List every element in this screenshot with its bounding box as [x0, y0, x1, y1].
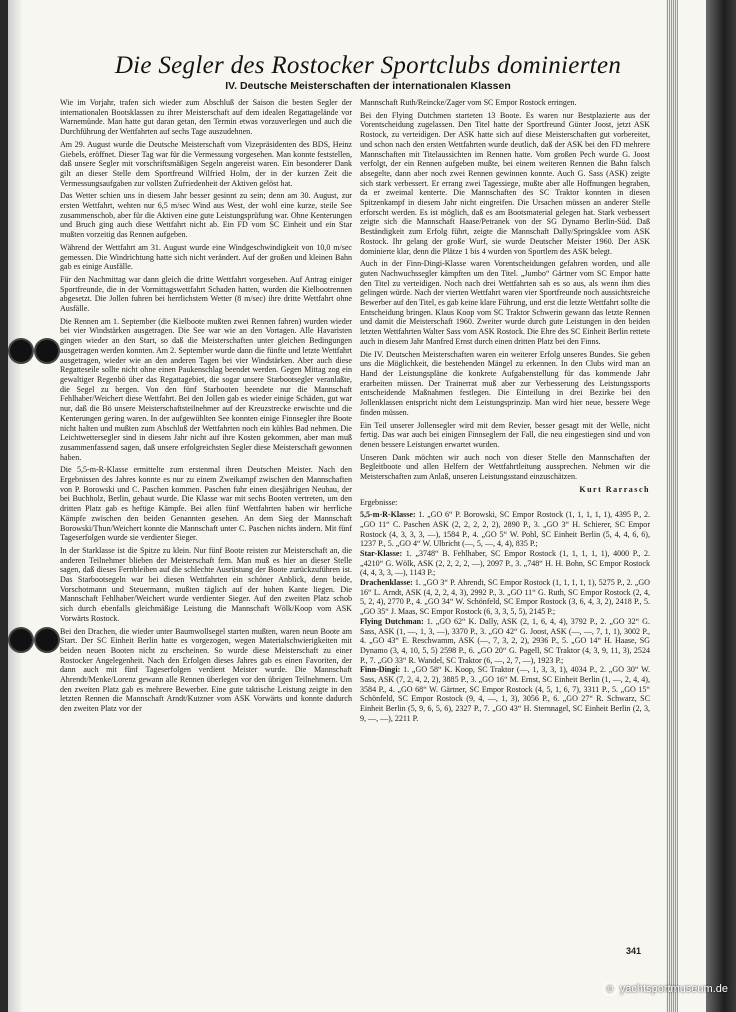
- binder-hole-icon: [34, 627, 60, 653]
- magazine-page: [8, 0, 708, 1012]
- paragraph: Unseren Dank möchten wir auch noch von dieser Stelle den Mannschaften der Begleitboote und allen Helfern der Wettfahrtleitung aussprechen. Nehmen wir die Meisterschaften zum Anlaß, unseren Leistungsstand einzuschätzen.: [360, 452, 650, 482]
- page-number: 341: [626, 946, 642, 956]
- book-spine: [706, 0, 736, 1012]
- result-text: 1. „GO 58“ K. Koop, SC Traktor (—, 1, 3, 3, 1), 4034 P., 2. „GO 30“ W. Sass, ASK (7, 2, 4, 2, 2), 3885 P., 3. „GO 16“ M. Ernst, SC Einheit Berlin (1, —, 2, 4, 4), 3584 P., 4. „GO 68“ W. Gärtner, SC Empor Rostock (4, 5, 1, 6, 7), 3311 P., 5. „GO 15“ Schönfeld, SC Empor Rostock (9, 4, —, 1, 3), 3056 P., 6. „GO 27“ R. Schwarz, SC Einheit Berlin (5, 9, 6, 5, 6), 2327 P., 7. „GO 43“ H. Sternnagel, SC Einheit Berlin (2, 3, 9, —, —), 2211 P.: [360, 665, 650, 723]
- author-signature: Kurt Rarrasch: [579, 484, 650, 494]
- article-column-left: [60, 98, 352, 908]
- result-class-name: Flying Dutchman:: [360, 616, 424, 626]
- result-entry: [360, 665, 650, 723]
- article-title: Die Segler des Rostocker Sportclubs dominierten: [114, 52, 622, 79]
- result-class-name: Finn-Dingi:: [360, 665, 401, 675]
- right-column-paragraphs: [360, 98, 650, 482]
- results-heading: Ergebnisse:: [360, 498, 398, 508]
- page-edge-lines: [666, 0, 678, 1012]
- result-entry: [360, 510, 650, 549]
- binder-hole-icon: [34, 338, 60, 364]
- paragraph: Bei den Flying Dutchmen starteten 13 Boote. Es waren nur Bestplazierte aus der Vorentscheidung zugelassen. Den Titel hatte der Sportfreund Günter Joost, jetzt ASK Rostock, zu verteidigen. Der ASK hatte sich auf diese Meisterschaften gut vorbereitet, und schon nach den ersten Wettfahrten wurde deutlich, daß der ASK bei den FD mehrere Mannschaften mit Titelaussichten im Rennen hatte. Vom großen Pech wurde G. Joost verfolgt, der ein Rennen aufgeben mußte, bei einem weiteren Rennen die Bahn falsch absegelte, dann aber noch zwei Rennen gewinnen konnte. Auch G. Sass (ASK) zeigte sich stark verbessert. Er errang zwei Tagessiege, mußte aber alle Hoffnungen begraben, da er zweimal kenterte. Die Mannschaften des SC Traktor konnten in diesen Spitzenkampf in diesem Jahr nicht eingreifen. Die Ursachen müssen an anderer Stelle erforscht werden. Es ist möglich, daß es am Bootsmaterial gelegen hat. Stark verbessert zeigte sich die Mannschaft Haase/Petranek von der SG Dynamo Berlin-Süd. Daß Beständigkeit zum Erfolg führt, zeigte die Mannschaft Dally/Springsklee vom ASK Rostock. Ihr gelang der große Wurf, sie wurde Deutscher Meister 1960. Der ASK dominierte klar, denn die Plätze 1 bis 4 wurden von Sportlern des ASK belegt.: [360, 110, 650, 256]
- paragraph: Ein Teil unserer Jollensegler wird mit dem Revier, besser gesagt mit der Welle, nicht fertig. Das war auch bei einigen Finnseglern der Fall, die neu eingestiegen sind und von denen bessere Leistungen erwartet wurden.: [360, 420, 650, 449]
- paragraph: Bei den Drachen, die wieder unter Baumwollsegel starten mußten, waren neun Boote am Start. Der SC Einheit Berlin hatte es vorgezogen, wegen Materialschwierigkeiten mit beiden neuen Booten nicht zu erscheinen. So wurde diese Meisterschaft zu einer Rostocker Angelegenheit. Nach den Erfolgen dieses Jahres gab es einen Favoriten, der dann auch mit fünf Tageserfolgen verdient Meister wurde. Die Mannschaft Ahrendt/Menke/Lorenz gewann alle Rennen überlegen vor den übrigen Teilnehmern. Um den zweiten Platz gab es mehrere Bewerber. Eine gute taktische Leistung zeigte in den letzten Rennen die Mannschaft Arndt/Kutzner vom ASK Vorwärts und konnte dadurch den zweiten Platz vor der: [60, 626, 352, 714]
- result-class-name: 5,5-m-R-Klasse:: [360, 510, 416, 520]
- result-class-name: Star-Klasse:: [360, 548, 403, 558]
- result-entry: [360, 617, 650, 666]
- binder-hole-icon: [8, 338, 34, 364]
- paragraph: In der Starklasse ist die Spitze zu klein. Nur fünf Boote reisten zur Meisterschaft an, die anderen Teilnehmer blieben der Meisterschaft fern. Man muß es hier an dieser Stelle sagen, daß dieses Fernbleiben auf die schlechte Ausrüstung der Boote zurückzuführen ist. Das Starbootsegeln war bei diesen Wettfahrten ein schöner Anblick, denn beide, Vorschotmann und Steuermann, mußten täglich auf der hohen Kante liegen. Die Mannschaft Fehlhaber/Weichert wurde verdienter Sieger. Auf den zweiten Platz schob sich durch ebenfalls gleichmäßige Leistung die Mannschaft Wölk/Koop vom ASK Vorwärts Rostock.: [60, 545, 352, 623]
- watermark-text: yachtsportmuseum.de: [619, 982, 728, 995]
- binder-hole-icon: [8, 627, 34, 653]
- copyright-icon: ©: [603, 982, 617, 996]
- result-text: 1. „GO 6“ P. Borowski, SC Empor Rostock (1, 1, 1, 1, 1), 4395 P., 2. „GO 11“ C. Paschen ASK (2, 2, 2, 2, 2), 2890 P., 3. „GO 3“ H. Schierer, SC Empor Rostock (4, 3, 3, 3, —), 1584 P., 4. „GO 5“ W. Pohl, SC Einheit Berlin (5, 4, 4, 6, 6), 1237 P., 5. „GO 4“ W. Ulbricht (—, 5, —, 4, 4), 835 P.;: [360, 510, 650, 549]
- article-subtitle: IV. Deutsche Meisterschaften der internationalen Klassen: [225, 80, 511, 92]
- result-entry: [360, 549, 650, 578]
- paragraph: Die 5,5-m-R-Klasse ermittelte zum erstenmal ihren Deutschen Meister. Nach den Ergebnissen des Jahres konnte es nur zu einem Zweikampf zwischen den Mannschaften von P. Borowski und C. Paschen kommen. Paschen fuhr einen diesjährigen Neubau, der bei Buchholz, Berlin, gebaut wurde. Die Klasse war mit sechs Booten vertreten, um den dritten Platz gab es heftige Kämpfe. Bei allen fünf Wettfahrten haben wir herrliche Kämpfe zwischen den beiden Genannten gesehen. An dem Sieg der Mannschaft Borowski/Thun/Weichert konnte die Mannschaft unter C. Paschen nichts ändern. Mit fünf Tageserfolgen wurde sie verdienter Sieger.: [60, 465, 352, 543]
- page-gutter: [8, 0, 22, 1012]
- result-text: 1. „3748“ B. Fehlhaber, SC Empor Rostock (1, 1, 1, 1, 1), 4000 P., 2. „4210“ G. Wölk, ASK (2, 2, 2, 2, —), 2097 P., 3. „748“ H. H. Bohn, SC Empor Rostock (4, 4, 3, 3, —), 1143 P.;: [360, 548, 650, 578]
- paragraph: Die Rennen am 1. September (die Kielboote mußten zwei Rennen fahren) wurden wieder bei vier Windstärken ausgetragen. Die See war wie an den Vortagen. Alle Havaristen gingen wieder an den Start, so daß die Meisterschaften unter gleichen Bedingungen ausgetragen werden konnten. Am 2. September wurde dann die fünfte und letzte Wettfahrt ausgetragen, wieder wie an den anderen Tagen bei vier Windstärken. Aber auch diese Regatteseile sollte nicht ohne einen Paukenschlag beendet werden. Gegen Mittag zog ein gewaltiger Regenbö über das Regattagebiet, die sogar unsere Starbootsegler veranlaßte, die Segel zu bergen. Von den fünf Starbooten beendete nur die Mannschaft Fehlhaber/Weichert diese Wettfahrt. Bei den Jollen gab es wieder einige Schäden, gut war nur, daß die Bö unsere Meisterschaftsteilnehmer auf der Kreuzstrecke erwischte und die Kenterungen gering waren. In der aufgewühlten See konnten einige Finnsegler ihre Boote nicht halten und mußten zum Abschluß der Wettfahrten noch ein kühles Bad nehmen. Die Leichtwettersegler sind in diesem Jahr nicht auf ihre Kosten gekommen, aber man muß zusammenfassend sagen, daß unsere erfolgreichsten Segler diese Meisterschaft gewonnen haben.: [60, 316, 352, 462]
- result-entry: [360, 578, 650, 617]
- result-text: 1. „GO 62“ K. Dally, ASK (2, 1, 6, 4, 4), 3792 P., 2. „GO 32“ G. Sass, ASK (1, —, 1, 3, —), 3370 P., 3. „GO 42“ G. Joost, ASK (—, —, 7, 1, 1), 3002 P., 4. „GO 43“ E. Reschwamm, ASK (—, 7, 3, 2, 2), 2936 P., 5. „GO 14“ H. Haase, SG Dynamo (3, 4, 10, 5, 5) 2598 P., 6. „GO 20“ G. Pagell, SC Traktor (4, 3, 9, 11, 3), 2524 P., 7. „GO 33“ R. Wandel, SC Traktor (6, —, 2, 7, —), 1923 P.;: [360, 616, 650, 665]
- paragraph: Mannschaft Ruth/Reincke/Zager vom SC Empor Rostock erringen.: [360, 98, 577, 107]
- result-text: 1. „GO 3“ P. Ahrendt, SC Empor Rostock (1, 1, 1, 1, 1), 5275 P., 2. „GO 16“ L. Arndt, ASK (4, 2, 2, 4, 3), 2992 P., 3. „GO 11“ G. Ruth, SC Empor Rostock (2, 4, 5, 2, 4), 2770 P., 4. „GO 34“ W. Schönfeld, SC Empor Rostock (3, 6, 4, 3, 2), 2418 P., 5. „GO 35“ J. Maas, SC Empor Rostock (6, 3, 3, 5, 5), 2145 P.;: [360, 578, 650, 617]
- paragraph: Das Wetter schien uns in diesem Jahr besser gesinnt zu sein; denn am 30. August, zur ersten Wettfahrt, wehten nur 6,5 m/sec Wind aus West, der wohl eine kurze, steile See zusammenschob, aber für die Aktiven eine gute Leistungsprüfung war. Ohne Kenterungen und Bruch ging auch diese Wettfahrt nicht ab. Ein FD vom SC Einheit und ein Star mußten vorzeitig das Rennen aufgeben.: [60, 191, 352, 240]
- article-column-right: [360, 98, 650, 933]
- paragraph: Auch in der Finn-Dingi-Klasse waren Vorentscheidungen gefahren worden, und alle guten Nachwuchssegler kämpften um den Titel. „Jumbo“ Gärtner vom SC Empor hatte den Titel zu verteidigen. Noch nach drei Wettfahrten sah es so aus, als wenn ihm dies gelingen würde. Nach der vierten Wettfahrt waren vier Sportfreunde noch aussichtsreiche Bewerber auf den Titel, es gab keine klare Führung, und erst die letzte Wettfahrt sollte die Entscheidung bringen. Klaus Koop vom SC Traktor Schwerin gewann das letzte Rennen und damit die Meisterschaft 1960. Zweiter wurde durch gute Leistungen in den beiden letzten Wettfahrten Walter Sass vom ASK Rostock. Die Ehre des SC Einheit Berlin rettete auch in diesem Jahr Manfred Ernst durch einen dritten Platz bei den Finns.: [360, 259, 650, 346]
- paragraph: Am 29. August wurde die Deutsche Meisterschaft vom Vizepräsidenten des BDS, Heinz Giebels, eröffnet. Dieser Tag war für die Vermessung vorgesehen. Man konnte feststellen, daß unsere Segler mit vorschriftsmäßigen Segeln angereist waren. Ein besonderer Dank gilt an dieser Stelle dem Sportfreund Wilfried Holm, der in der kurzen Zeit die Vermessungsaufgaben zur vollsten Zufriedenheit der Aktiven gelöst hat.: [60, 139, 352, 188]
- watermark: [603, 982, 728, 996]
- paragraph: Für den Nachmittag war dann gleich die dritte Wettfahrt vorgesehen. Auf Antrag einiger Sportfreunde, die in der Vormittagswettfahrt Schaden hatten, wurden die Kielbootrennen abgesetzt. Die Jollen fuhren bei herrlichstem Wetter (8 m/sec) ihre dritte Wettfahrt ohne Ausfälle.: [60, 274, 352, 314]
- paragraph: Wie im Vorjahr, trafen sich wieder zum Abschluß der Saison die besten Segler der internationalen Bootsklassen zu ihrer Meisterschaft auf dem idealen Regattagelände vor Warnemünde. Man hatte gut daran getan, den Termin etwas vorzuverlegen und auch die Durchführung der Wettfahrten auf sechs Tage auszudehnen.: [60, 98, 352, 137]
- paragraph: Die IV. Deutschen Meisterschaften waren ein weiterer Erfolg unseres Bundes. Sie geben uns die Möglichkeit, die bestehenden Mängel zu erkennen. In den Clubs wird man an Hand der Leistungspläne die konkrete Aufgabenstellung für das kommende Jahr erarbeiten müssen. Der Trainerrat muß aber zur Verbesserung des Leistungssports entscheidende Maßnahmen festlegen. Die Einteilung in drei Bezirke bei den Jollenklassen entspricht nicht dem Leistungsprinzip. Man wird hier neue, bessere Wege finden müssen.: [360, 349, 650, 417]
- paragraph: Während der Wettfahrt am 31. August wurde eine Windgeschwindigkeit von 10,0 m/sec gemessen. Die Windrichtung hatte sich nicht verändert. Auf der großen und kleinen Bahn gab es einige Ausfälle.: [60, 242, 352, 272]
- result-class-name: Drachenklasse:: [360, 578, 413, 588]
- results-list: [360, 510, 650, 723]
